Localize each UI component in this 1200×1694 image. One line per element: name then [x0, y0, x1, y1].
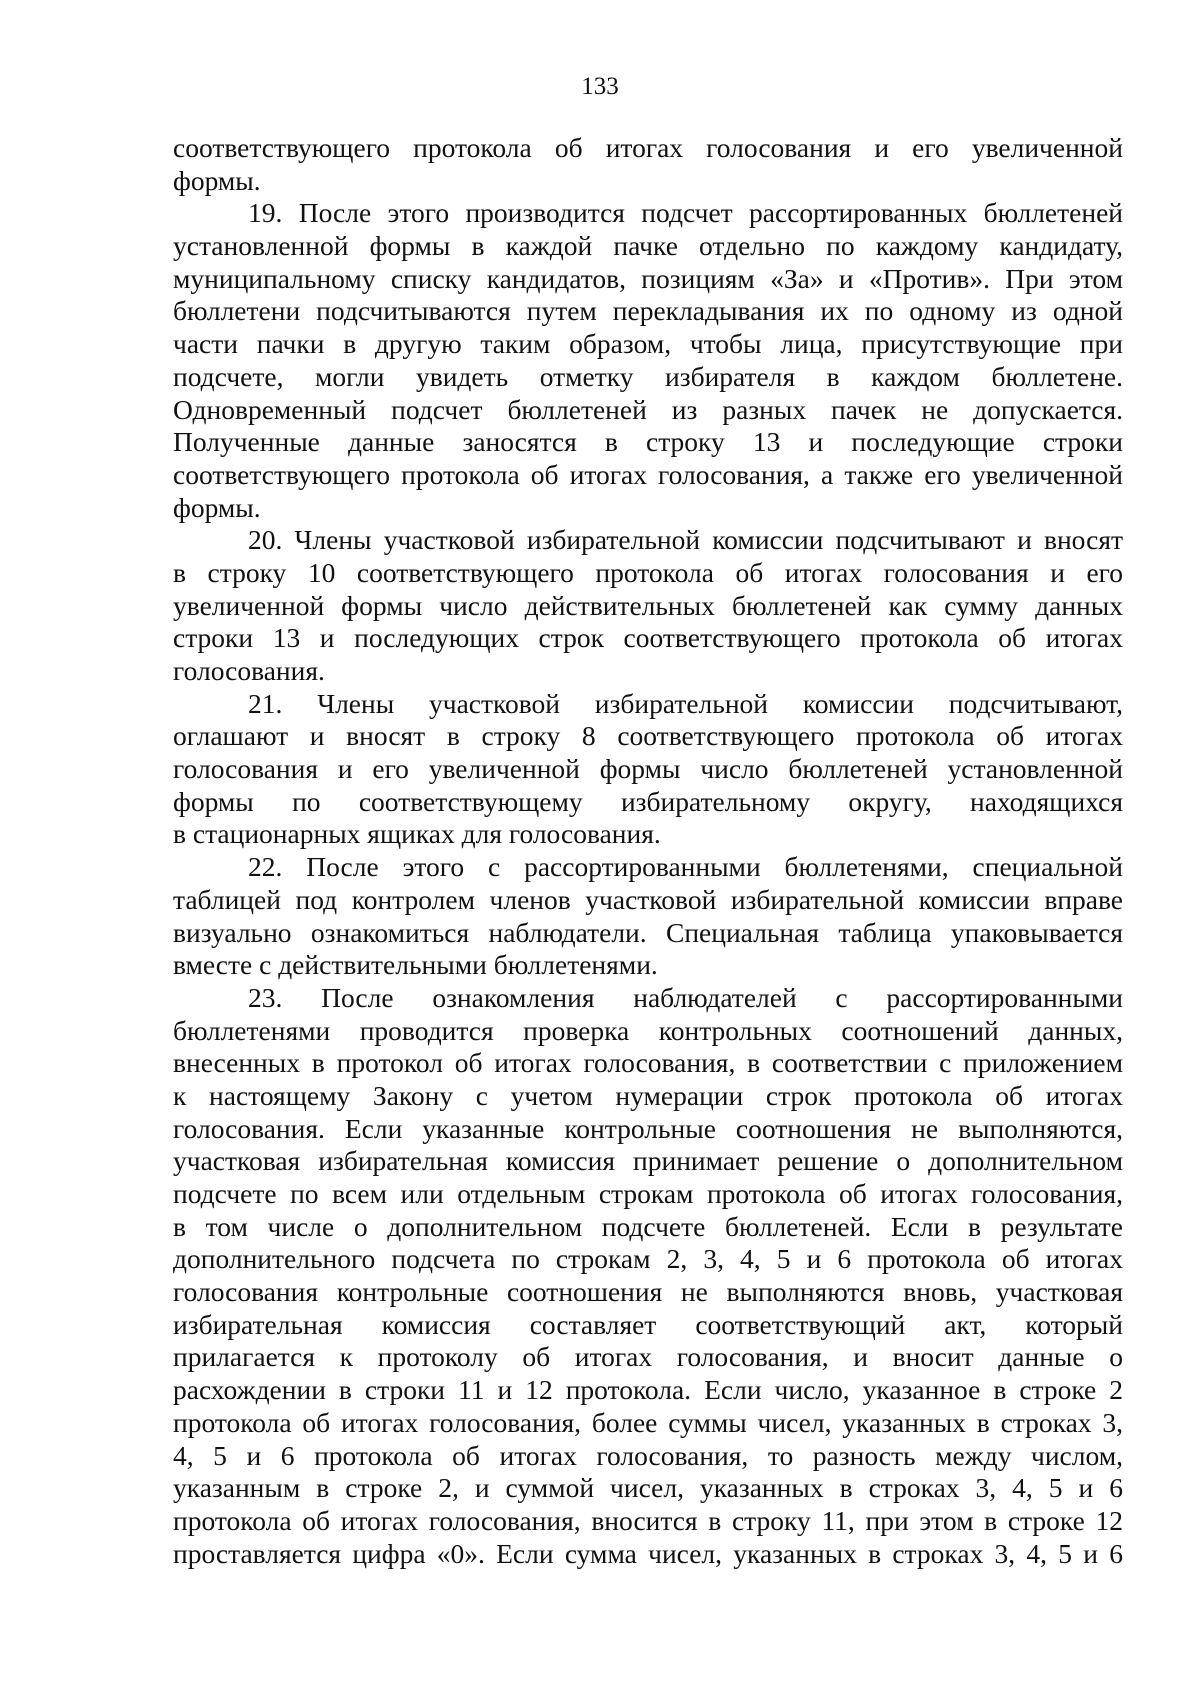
- text-line: указанным в строке 2, и суммой чисел, указанных в строках 3, 4, 5 и 6: [173, 1472, 1123, 1504]
- text-line: к настоящему Закону с учетом нумерации строк протокола об итогах: [173, 1079, 1123, 1111]
- text-line: голосования.: [173, 655, 325, 686]
- text-line: голосования и его увеличенной формы число бюллетеней установленной: [173, 753, 1123, 785]
- text-line: бюллетенями проводится проверка контрольных соотношений данных,: [173, 1014, 1123, 1046]
- text-line: дополнительного подсчета по строкам 2, 3, 4, 5 и 6 протокола об итогах: [173, 1243, 1123, 1275]
- text-line: подсчете, могли увидеть отметку избирателя в каждом бюллетене.: [173, 360, 1123, 392]
- text-line: расхождении в строки 11 и 12 протокола. Если число, указанное в строке 2: [173, 1374, 1123, 1406]
- body-text: [173, 132, 1123, 1570]
- text-line: голосования. Если указанные контрольные соотношения не выполняются,: [173, 1112, 1123, 1144]
- text-line: установленной формы в каждой пачке отдельно по каждому кандидату,: [173, 230, 1123, 262]
- text-line: подсчете по всем или отдельным строкам протокола об итогах голосования,: [173, 1178, 1123, 1209]
- text-line: бюллетени подсчитываются путем перекладывания их по одному из одной: [173, 295, 1123, 327]
- text-line: части пачки в другую таким образом, чтобы лица, присутствующие при: [173, 328, 1123, 360]
- paragraph-first-line: 22. После этого с рассортированными бюллетенями, специальной: [248, 851, 1123, 883]
- text-line: формы по соответствующему избирательному округу, находящихся: [173, 785, 1123, 817]
- text-line: Полученные данные заносятся в строку 13 и последующие строки: [173, 426, 1123, 458]
- text-line: в том числе о дополнительном подсчете бюллетеней. Если в результате: [173, 1210, 1123, 1242]
- text-line: голосования контрольные соотношения не выполняются вновь, участковая: [173, 1276, 1123, 1308]
- paragraph-first-line: 23. После ознакомления наблюдателей с рассортированными: [248, 981, 1123, 1013]
- text-line: избирательная комиссия составляет соответствующий акт, который: [173, 1308, 1123, 1340]
- text-line: 4, 5 и 6 протокола об итогах голосования, то разность между числом,: [173, 1439, 1123, 1471]
- text-line: муниципальному списку кандидатов, позициям «За» и «Против». При этом: [173, 262, 1123, 294]
- text-line: прилагается к протоколу об итогах голосования, и вносит данные о: [173, 1341, 1123, 1373]
- paragraph-first-line: 20. Члены участковой избирательной комиссии подсчитывают и вносят: [248, 524, 1123, 556]
- text-line: формы.: [173, 491, 261, 523]
- text-line: соответствующего протокола об итогах голосования, а также его увеличенной: [173, 458, 1123, 490]
- text-line: участковая избирательная комиссия принимает решение о дополнительном: [173, 1145, 1123, 1177]
- text-line: внесенных в протокол об итогах голосования, в соответствии с приложением: [173, 1047, 1123, 1079]
- text-line: Одновременный подсчет бюллетеней из разных пачек не допускается.: [173, 393, 1123, 425]
- page-number: 133: [581, 73, 619, 100]
- text-line: протокола об итогах голосования, вносится в строку 11, при этом в строке 12: [173, 1504, 1123, 1536]
- text-line: в строку 10 соответствующего протокола об итогах голосования и его: [173, 556, 1123, 588]
- text-line: увеличенной формы число действительных бюллетеней как сумму данных: [173, 589, 1123, 621]
- paragraph-first-line: 19. После этого производится подсчет рассортированных бюллетеней: [248, 197, 1123, 229]
- text-line: протокола об итогах голосования, более суммы чисел, указанных в строках 3,: [173, 1406, 1123, 1438]
- text-line: формы.: [173, 164, 261, 196]
- text-line: оглашают и вносят в строку 8 соответствующего протокола об итогах: [173, 720, 1123, 752]
- text-line: таблицей под контролем членов участковой избирательной комиссии вправе: [173, 883, 1123, 915]
- text-line: соответствующего протокола об итогах голосования и его увеличенной: [173, 132, 1123, 163]
- paragraph-first-line: 21. Члены участковой избирательной комиссии подсчитывают,: [248, 687, 1123, 719]
- text-line: в стационарных ящиках для голосования.: [173, 818, 661, 850]
- text-line: строки 13 и последующих строк соответствующего протокола об итогах: [173, 622, 1123, 654]
- text-line: вместе с действительными бюллетенями.: [173, 949, 658, 981]
- text-line: проставляется цифра «0». Если сумма чисел, указанных в строках 3, 4, 5 и 6: [173, 1537, 1123, 1569]
- text-line: визуально ознакомиться наблюдатели. Специальная таблица упаковывается: [173, 916, 1123, 948]
